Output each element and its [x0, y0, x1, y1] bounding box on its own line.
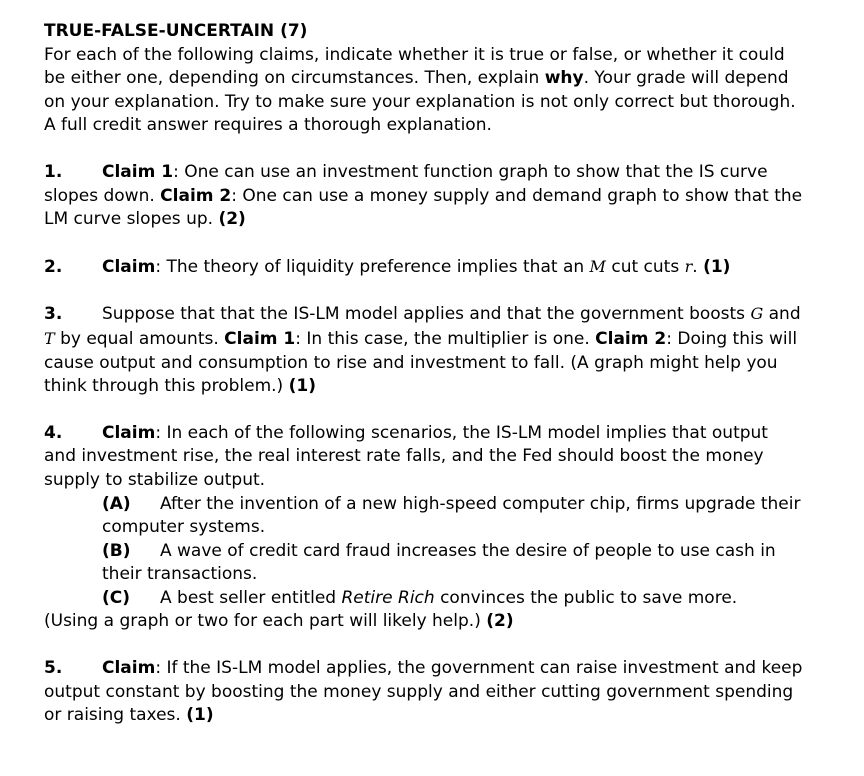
scenario-b: (B) A wave of credit card fraud increases the desire of people to use cash in their transactions. [102, 540, 776, 585]
points: (1) [703, 256, 731, 277]
variable-r: r [684, 256, 693, 276]
scenario-a: (A) After the invention of a new high-speed computer chip, firms upgrade their computer systems. [102, 493, 801, 538]
question-4 [44, 422, 804, 634]
question-number: 2. [44, 256, 63, 277]
book-title: Retire Rich [341, 587, 435, 608]
variable-t: T [44, 328, 55, 348]
question-5: 5. Claim: If the IS-LM model applies, the government can raise investment and keep output constant by boosting the money supply and either cutting government spending or raising taxes. (1) [44, 658, 803, 726]
section-title: TRUE-FALSE-UNCERTAIN (7) [44, 21, 308, 41]
question-4-stem: 4. Claim: In each of the following scenarios, the IS-LM model implies that output and investment rise, the real interest rate falls, and the Fed should boost the money supply to stabilize output. [44, 422, 768, 490]
question-1: 1. Claim 1: One can use an investment function graph to show that the IS curve slopes down. Claim 2: One can use a money supply and demand graph to show that the LM curve slopes up. (2) [44, 161, 803, 230]
question-number: 3. [44, 304, 63, 325]
question-4-closing: (Using a graph or two for each part will likely help.) (2) [44, 611, 514, 632]
question-number: 1. [44, 161, 63, 182]
points: (1) [288, 376, 316, 397]
question-3: 3. Suppose that that the IS-LM model applies and that the government boosts G and T by equal amounts. Claim 1: In this case, the multiplier is one. Claim 2: Doing this will cause output and consumption to rise and investment to fall. (A graph might help you think through this problem.) (1) [44, 304, 801, 397]
points: (1) [186, 705, 214, 726]
variable-g: G [750, 304, 764, 324]
instructions: For each of the following claims, indicate whether it is true or false, or whether it could be either one, depending on circumstances. Then, explain why. Your grade will depend on your explanation. Try to make sure your explanation is not only correct but thorough. A full credit answer requires a thorough explanation. [44, 44, 796, 136]
document [44, 20, 804, 728]
scenario-label: (B) [102, 540, 131, 561]
question-number: 4. [44, 422, 63, 443]
variable-m: M [589, 256, 606, 276]
scenario-c: (C) A best seller entitled Retire Rich convinces the public to save more. [102, 587, 804, 611]
emphasis-why: why [544, 68, 584, 89]
question-2: 2. Claim: The theory of liquidity preference implies that an M cut cuts r. (1) [44, 255, 804, 280]
question-number: 5. [44, 658, 63, 679]
points: (2) [218, 209, 246, 230]
scenario-label: (C) [102, 587, 131, 608]
scenario-label: (A) [102, 493, 131, 514]
points: (2) [486, 611, 514, 632]
